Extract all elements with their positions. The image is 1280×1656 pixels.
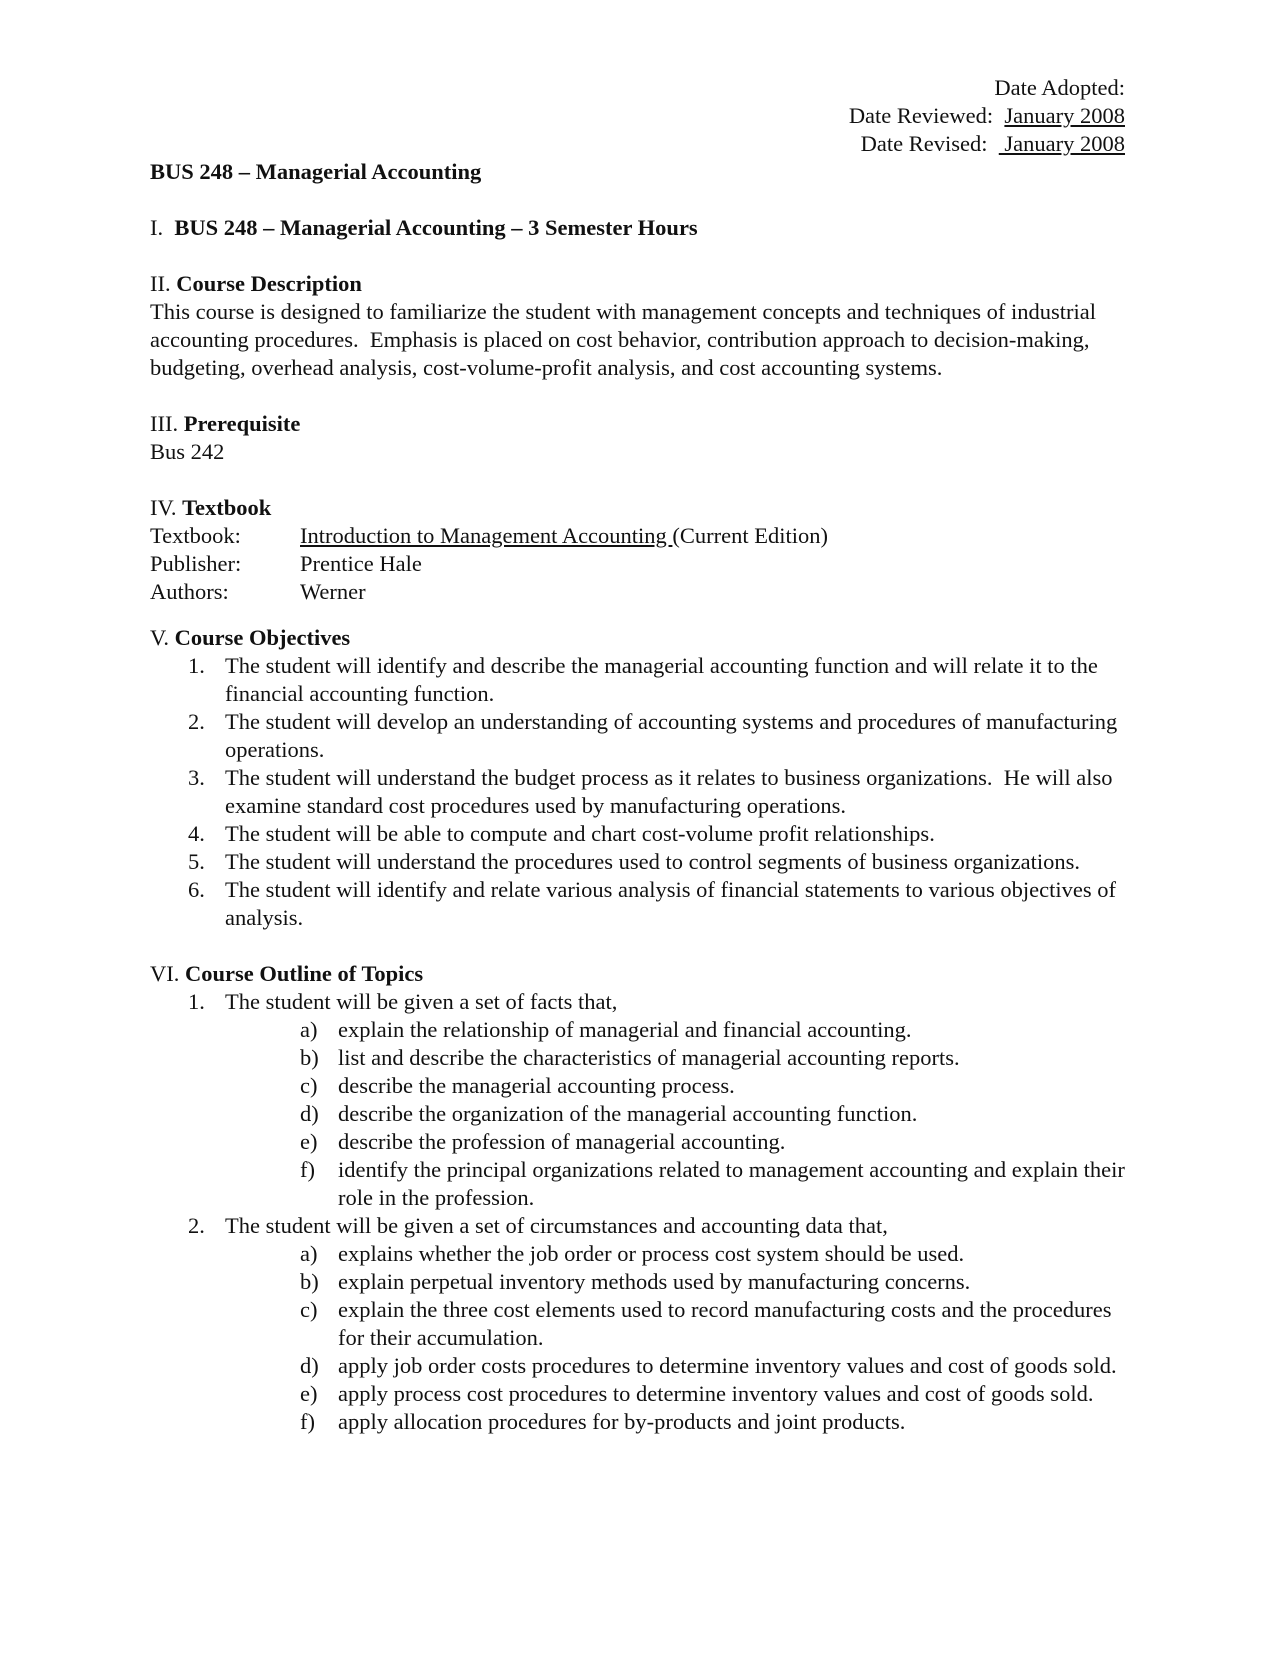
outline-subitem-text: describe the organization of the managerial accounting function. (338, 1101, 918, 1126)
objective-number: 6. (188, 877, 205, 902)
outline-subitem-letter: b) (300, 1269, 319, 1294)
objective-item (150, 652, 1125, 708)
objective-text: The student will understand the procedures used to control segments of business organizations. (225, 849, 1081, 874)
objective-text: The student will be able to compute and chart cost-volume profit relationships. (225, 821, 935, 846)
section-heading: Textbook (182, 495, 272, 520)
outline-subitem (150, 1268, 1125, 1296)
outline-item (150, 1212, 1125, 1436)
date-reviewed-row (150, 102, 1125, 130)
objective-number: 4. (188, 821, 205, 846)
course-description-text: This course is designed to familiarize the student with management concepts and techniques of industrial accounting procedures. Emphasis is placed on cost behavior, contribution approach to decision-making, budgeting, overhead analysis, cost-volume-profit analysis, and cost accounting systems. (150, 299, 1102, 380)
objective-item (150, 876, 1125, 932)
section-textbook (150, 494, 1125, 606)
outline-subitem (150, 1016, 1125, 1044)
outline-subitem-letter: b) (300, 1045, 319, 1070)
textbook-row (150, 522, 1125, 550)
section-numeral: I. (150, 215, 164, 240)
authors-row (150, 578, 1125, 606)
objective-text: The student will identify and describe the managerial accounting function and will relate it to the financial accounting function. (225, 653, 1104, 706)
date-reviewed-value: January 2008 (1004, 103, 1125, 128)
outline-subitem (150, 1352, 1125, 1380)
authors-value: Werner (300, 579, 366, 604)
objective-number: 5. (188, 849, 205, 874)
outline-subitem-text: identify the principal organizations related to management accounting and explain their role in the profession. (338, 1157, 1125, 1210)
outline-item (150, 988, 1125, 1212)
objective-text: The student will develop an understanding of accounting systems and procedures of manufacturing operations. (225, 709, 1123, 762)
outline-subitem-text: describe the profession of managerial accounting. (338, 1129, 786, 1154)
date-revised-row (150, 130, 1125, 158)
outline-subitem-text: explains whether the job order or process cost system should be used. (338, 1241, 965, 1266)
objective-text: The student will identify and relate various analysis of financial statements to various objectives of analysis. (225, 877, 1122, 930)
outline-subitem-text: explain the three cost elements used to record manufacturing costs and the procedures for their accumulation. (338, 1297, 1112, 1350)
section-heading: Course Objectives (174, 625, 351, 650)
section-numeral: VI. (150, 961, 180, 986)
textbook-edition: (Current Edition) (672, 523, 829, 548)
date-revised-label: Date Revised: (860, 131, 988, 156)
outline-subitem (150, 1380, 1125, 1408)
section-heading: BUS 248 – Managerial Accounting – 3 Semester Hours (174, 215, 698, 240)
objective-item (150, 764, 1125, 820)
date-reviewed-label: Date Reviewed: (848, 103, 994, 128)
section-numeral: V. (150, 625, 169, 650)
section-course-outline (150, 960, 1125, 1436)
section-numeral: IV. (150, 495, 177, 520)
date-block (150, 74, 1125, 158)
outline-subitem-text: describe the managerial accounting process. (338, 1073, 735, 1098)
objective-item (150, 820, 1125, 848)
date-adopted-row (150, 74, 1125, 102)
outline-subitem-text: apply allocation procedures for by-products and joint products. (338, 1409, 906, 1434)
date-revised-value: January 2008 (998, 131, 1125, 156)
outline-subitem-text: list and describe the characteristics of managerial accounting reports. (338, 1045, 960, 1070)
outline-subitem-letter: c) (300, 1073, 318, 1098)
textbook-title: Introduction to Management Accounting (300, 523, 673, 548)
publisher-value: Prentice Hale (300, 551, 422, 576)
objective-number: 2. (188, 709, 205, 734)
outline-text: The student will be given a set of facts that, (225, 989, 618, 1014)
outline-subitem (150, 1296, 1125, 1352)
section-prerequisite (150, 410, 1125, 466)
section-course-title (150, 214, 1125, 242)
objective-item (150, 708, 1125, 764)
page-title: BUS 248 – Managerial Accounting (150, 159, 482, 184)
objective-number: 3. (188, 765, 205, 790)
outline-subitem (150, 1100, 1125, 1128)
outline-text: The student will be given a set of circumstances and accounting data that, (225, 1213, 888, 1238)
outline-subitem (150, 1240, 1125, 1268)
document-page (150, 74, 1125, 1436)
prerequisite-value: Bus 242 (150, 439, 225, 464)
outline-subitem-letter: d) (300, 1101, 319, 1126)
outline-subitem-letter: a) (300, 1241, 318, 1266)
outline-subitem-list (150, 1016, 1125, 1212)
outline-subitem-letter: d) (300, 1353, 319, 1378)
outline-list (150, 988, 1125, 1436)
section-numeral: II. (150, 271, 171, 296)
outline-subitem (150, 1044, 1125, 1072)
objective-text: The student will understand the budget process as it relates to business organizations. He will also examine standard cost procedures used by manufacturing operations. (225, 765, 1119, 818)
outline-subitem-letter: a) (300, 1017, 318, 1042)
outline-subitem (150, 1156, 1125, 1212)
outline-number: 1. (188, 989, 205, 1014)
outline-subitem-text: apply job order costs procedures to determine inventory values and cost of goods sold. (338, 1353, 1117, 1378)
publisher-label: Publisher: (150, 551, 242, 576)
section-numeral: III. (150, 411, 179, 436)
outline-subitem (150, 1072, 1125, 1100)
section-course-description (150, 270, 1125, 382)
outline-number: 2. (188, 1213, 205, 1238)
outline-subitem (150, 1408, 1125, 1436)
outline-subitem-letter: e) (300, 1129, 318, 1154)
authors-label: Authors: (150, 579, 229, 604)
section-course-objectives (150, 624, 1125, 932)
outline-subitem-text: explain the relationship of managerial and financial accounting. (338, 1017, 912, 1042)
objective-number: 1. (188, 653, 205, 678)
section-heading: Course Outline of Topics (185, 961, 424, 986)
date-adopted-label: Date Adopted: (994, 75, 1125, 100)
section-heading: Course Description (176, 271, 362, 296)
outline-subitem (150, 1128, 1125, 1156)
outline-subitem-letter: f) (300, 1409, 315, 1434)
outline-subitem-letter: c) (300, 1297, 318, 1322)
objective-item (150, 848, 1125, 876)
outline-subitem-letter: e) (300, 1381, 318, 1406)
publisher-row (150, 550, 1125, 578)
outline-subitem-text: apply process cost procedures to determine inventory values and cost of goods sold. (338, 1381, 1094, 1406)
outline-subitem-letter: f) (300, 1157, 315, 1182)
outline-subitems (150, 1240, 1125, 1436)
objectives-list (150, 652, 1125, 932)
section-heading: Prerequisite (183, 411, 301, 436)
textbook-label: Textbook: (150, 523, 241, 548)
outline-subitem-text: explain perpetual inventory methods used by manufacturing concerns. (338, 1269, 971, 1294)
outline-subitem-list (150, 1240, 1125, 1436)
outline-subitems (150, 1016, 1125, 1212)
